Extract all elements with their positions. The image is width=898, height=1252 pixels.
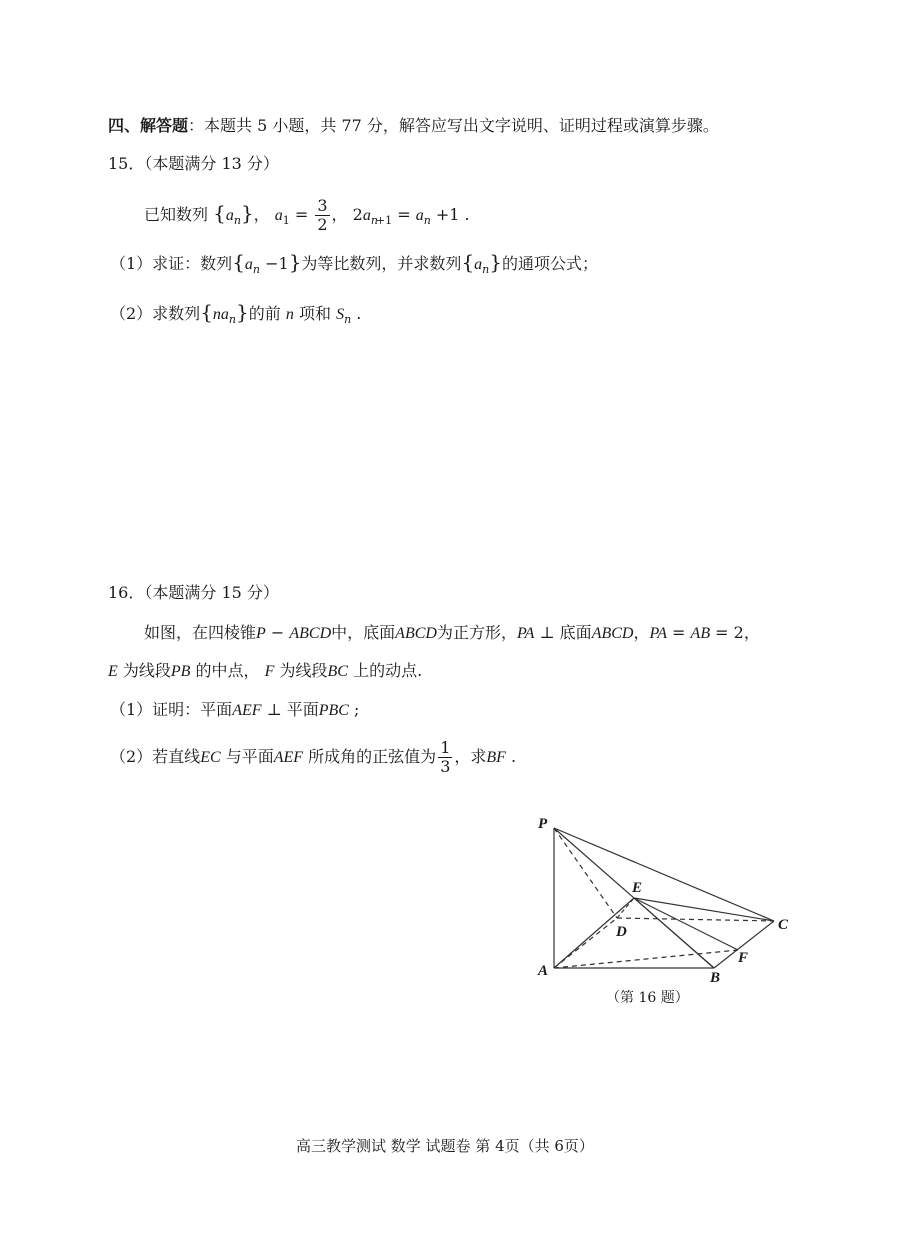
q15-number: 15．（本题满分 13 分） <box>108 154 279 173</box>
section-description: ：本题共 5 小题，共 77 分，解答应写出文字说明、证明过程或演算步骤。 <box>188 116 719 135</box>
edge-EF <box>634 898 738 950</box>
q16-sine-fraction: $\frac{1}{3}$ <box>440 738 451 776</box>
edge-DE <box>617 898 634 918</box>
q16-part2: （2）若直线EC 与平面AEF 所成角的正弦值为 $\frac{1}{3}$ ，求BF . <box>110 738 517 776</box>
q15-a1-fraction: $\frac{3}{2}$ <box>317 196 328 234</box>
q16-part1: （1）证明：平面AEF ⊥ 平面PBC ; <box>110 700 360 719</box>
q15-intro: 已知数列 $\{a_n\}$， $a_1$ = $\frac{3}{2}$ ， $2a_{n+1} = a_n +1$ . <box>144 196 470 234</box>
q15-intro-prefix: 已知数列 <box>144 205 209 224</box>
q15-part2: （2）求数列$\{na_n\}$的前 n 项和 $S_n$ . <box>110 300 362 326</box>
label-E: E <box>632 880 643 896</box>
section-title: 四、解答题 <box>108 116 189 135</box>
edge-EC <box>634 898 774 921</box>
label-C: C <box>778 917 789 933</box>
label-P: P <box>538 816 548 832</box>
figure-caption: （第 16 题） <box>606 990 689 1006</box>
label-F: F <box>738 950 749 966</box>
q16-number: 16．（本题满分 15 分） <box>108 583 279 602</box>
pyramid-figure <box>520 808 800 990</box>
section-heading <box>108 118 719 134</box>
edge-EB <box>634 898 714 968</box>
q16-line1: 如图，在四棱锥P − ABCD中，底面ABCD为正方形，PA ⊥ 底面ABCD，PA = AB = 2， <box>144 623 760 642</box>
page-footer: 高三教学测试 数学 试题卷 第 4页（共 6页） <box>296 1137 594 1155</box>
edge-AD <box>554 918 617 968</box>
edge-DC <box>617 918 774 921</box>
q15-part1: （1）求证：数列$\{a_n -1\}$为等比数列，并求数列$\{a_n\}$的通项公式； <box>110 250 599 276</box>
label-B: B <box>710 970 721 986</box>
label-D: D <box>616 924 627 940</box>
q16-line2: E 为线段PB 的中点， F 为线段BC 上的动点. <box>108 661 423 680</box>
label-A: A <box>538 963 549 979</box>
